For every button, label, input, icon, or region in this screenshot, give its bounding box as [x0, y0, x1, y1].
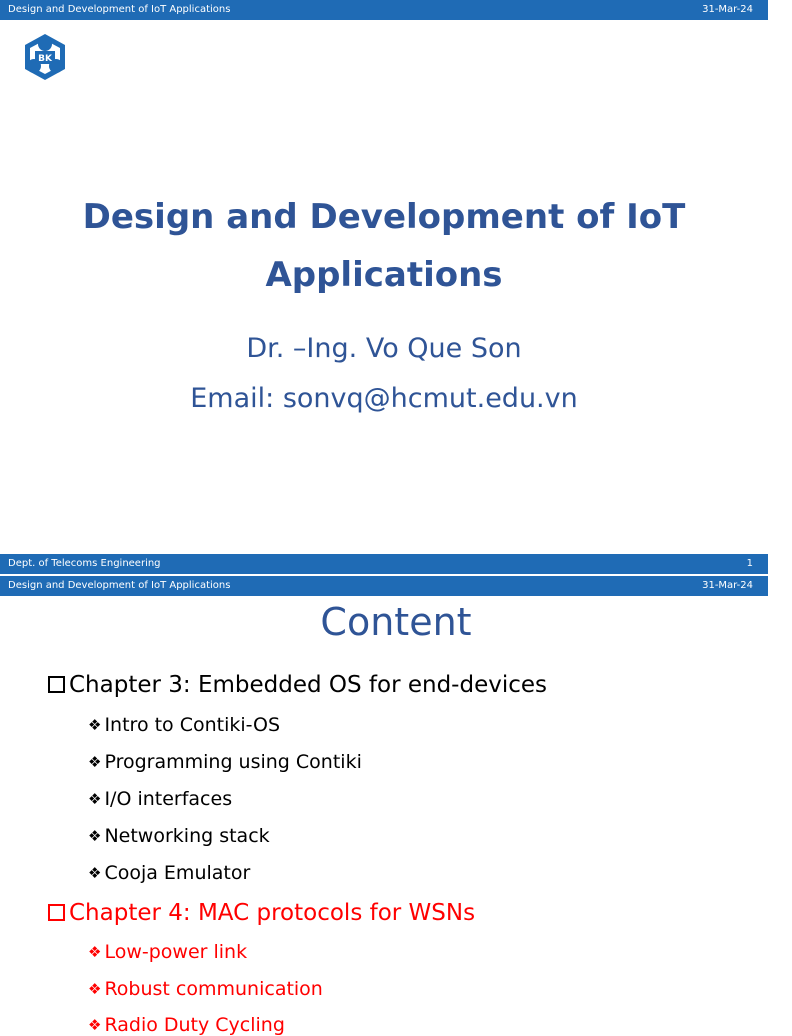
list-item-label: Robust communication — [104, 978, 323, 1000]
title-slide — [0, 20, 768, 554]
checkbox-icon — [48, 676, 65, 693]
diamond-bullet-icon: ❖ — [88, 790, 102, 808]
list-item — [88, 862, 250, 884]
list-item — [88, 941, 247, 963]
diamond-bullet-icon: ❖ — [88, 864, 102, 882]
logo-text: BK — [38, 54, 52, 64]
footer-department: Dept. of Telecoms Engineering — [8, 558, 161, 569]
list-item-label: I/O interfaces — [104, 788, 233, 810]
list-item — [88, 788, 232, 810]
chapter-4-heading — [48, 900, 475, 926]
diamond-bullet-icon: ❖ — [88, 980, 102, 998]
list-item-label: Radio Duty Cycling — [104, 1014, 285, 1036]
list-item-label: Programming using Contiki — [104, 751, 362, 773]
list-item — [88, 751, 362, 773]
diamond-bullet-icon: ❖ — [88, 1016, 102, 1034]
slide2-header-bar — [0, 576, 768, 596]
author-email: Email: sonvq@hcmut.edu.vn — [190, 383, 578, 414]
chapter-3-heading — [48, 672, 547, 698]
slide2-header-date: 31-Mar-24 — [702, 580, 753, 591]
list-item-label: Low-power link — [104, 941, 248, 963]
slide-title — [0, 188, 768, 304]
diamond-bullet-icon: ❖ — [88, 716, 102, 734]
list-item — [88, 1014, 285, 1036]
slide1-header-bar — [0, 0, 768, 20]
slide1-header-title: Design and Development of IoT Applications — [8, 4, 231, 15]
list-item — [88, 825, 270, 847]
diamond-bullet-icon: ❖ — [88, 827, 102, 845]
slide1-header-date: 31-Mar-24 — [702, 4, 753, 15]
diamond-bullet-icon: ❖ — [88, 943, 102, 961]
diamond-bullet-icon: ❖ — [88, 753, 102, 771]
university-logo — [20, 32, 70, 82]
chapter-4-label: Chapter 4: MAC protocols for WSNs — [69, 900, 476, 926]
list-item — [88, 714, 280, 736]
footer-page-number: 1 — [746, 558, 753, 569]
slide1-footer-bar — [0, 554, 768, 574]
slide2-header-title: Design and Development of IoT Applications — [8, 580, 231, 591]
title-line-2: Applications — [265, 255, 503, 295]
list-item-label: Networking stack — [104, 825, 270, 847]
list-item — [88, 978, 323, 1000]
author-name: Dr. –Ing. Vo Que Son — [246, 333, 522, 364]
content-title: Content — [320, 600, 472, 644]
list-item-label: Intro to Contiki-OS — [104, 714, 281, 736]
chapter-3-label: Chapter 3: Embedded OS for end-devices — [69, 672, 548, 698]
checkbox-icon — [48, 904, 65, 921]
content-slide — [0, 596, 768, 1036]
title-line-1: Design and Development of IoT — [82, 197, 686, 237]
list-item-label: Cooja Emulator — [104, 862, 251, 884]
